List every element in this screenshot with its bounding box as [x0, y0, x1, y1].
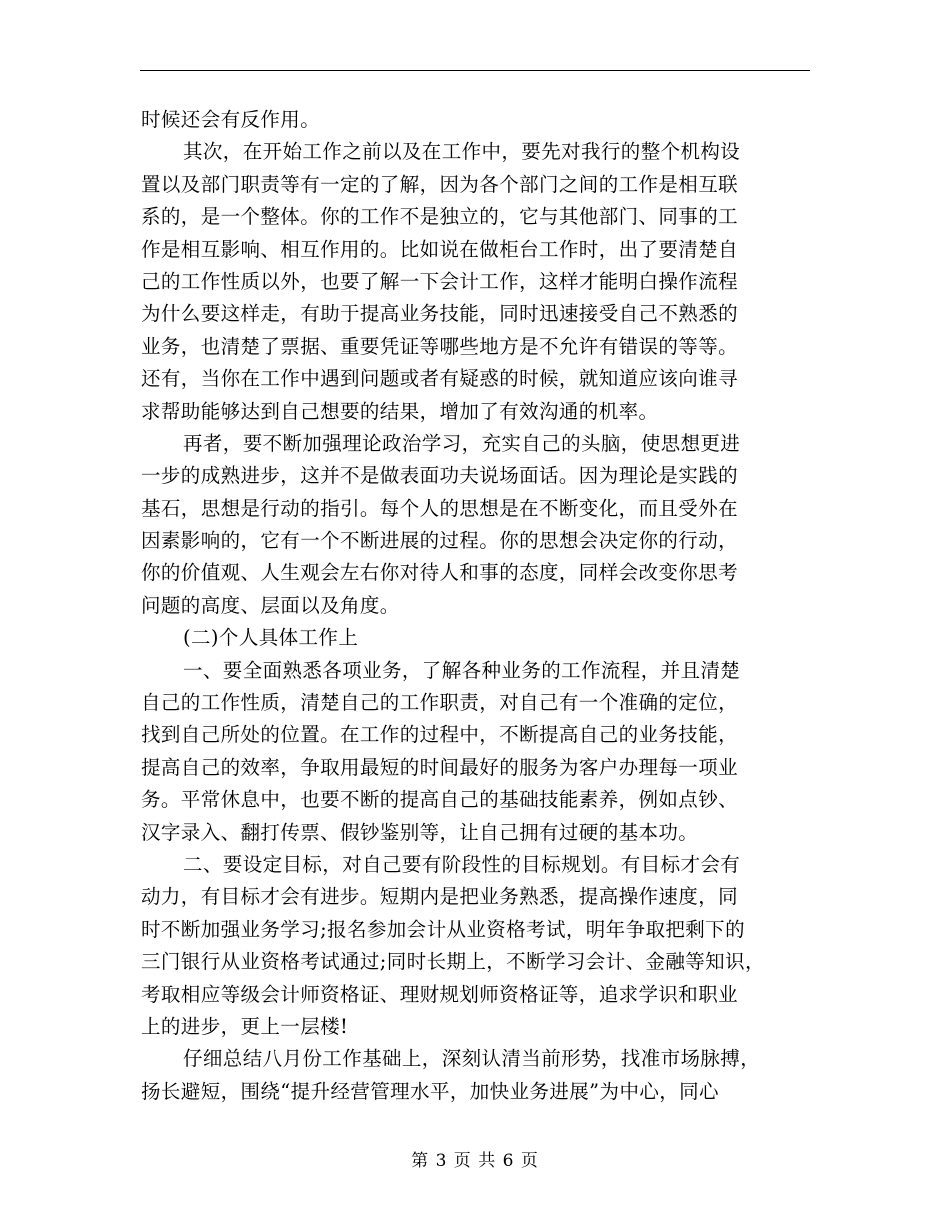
text-line: 其次，在开始工作之前以及在工作中，要先对我行的整个机构设 — [183, 140, 741, 164]
text-line: 己的工作性质以外，也要了解一下会计工作，这样才能明白操作流程 — [141, 269, 739, 293]
text-line: 务。平常休息中，也要不断的提高自己的基础技能素养，例如点钞、 — [141, 788, 739, 812]
text-line: 时候还会有反作用。 — [141, 108, 321, 131]
text-line: 上的进步，更上一层楼! — [141, 1014, 349, 1038]
text-line: 二、要设定目标，对自己要有阶段性的目标规划。有目标才会有 — [183, 852, 741, 876]
text-line: 汉字录入、翻打传票、假钞鉴别等，让自己拥有过硬的基本功。 — [141, 820, 699, 844]
text-line: 业务，也清楚了票据、重要凭证等哪些地方是不允许有错误的等等。 — [141, 334, 739, 358]
text-line: 问题的高度、层面以及角度。 — [141, 593, 400, 617]
text-line: 一、要全面熟悉各项业务，了解各种业务的工作流程，并且清楚 — [183, 658, 741, 682]
text-line: 提高自己的效率，争取用最短的时间最好的服务为客户办理每一项业 — [141, 755, 739, 779]
text-line: 三门银行从业资格考试通过;同时长期上，不断学习会计、金融等知识， — [141, 950, 765, 974]
text-line: 再者，要不断加强理论政治学习，充实自己的头脑，使思想更进 — [183, 431, 741, 455]
text-line: 置以及部门职责等有一定的了解，因为各个部门之间的工作是相互联 — [141, 172, 739, 196]
document-body — [141, 104, 811, 1108]
text-line: 仔细总结八月份工作基础上，深刻认清当前形势，找准市场脉搏， — [183, 1047, 761, 1071]
text-line: 考取相应等级会计师资格证、理财规划师资格证等，追求学识和职业 — [141, 982, 739, 1006]
text-line: 因素影响的，它有一个不断进展的过程。你的思想会决定你的行动， — [141, 529, 739, 553]
header-rule — [140, 70, 810, 71]
text-line: 求帮助能够达到自己想要的结果，增加了有效沟通的机率。 — [141, 399, 659, 423]
text-line: 时不断加强业务学习;报名参加会计从业资格考试，明年争取把剩下的 — [141, 917, 745, 941]
text-line: 动力，有目标才会有进步。短期内是把业务熟悉，提高操作速度，同 — [141, 885, 739, 909]
text-line: 基石，思想是行动的指引。每个人的思想是在不断变化，而且受外在 — [141, 496, 739, 520]
section-heading: (二)个人具体工作上 — [183, 626, 359, 650]
page-number: 第 3 页 共 6 页 — [411, 1151, 539, 1171]
text-line: 还有，当你在工作中遇到问题或者有疑惑的时候，就知道应该向谁寻 — [141, 367, 739, 391]
text-line: 找到自己所处的位置。在工作的过程中，不断提高自己的业务技能， — [141, 723, 739, 747]
text-line: 作是相互影响、相互作用的。比如说在做柜台工作时，出了要清楚自 — [141, 237, 739, 261]
text-line: 为什么要这样走，有助于提高业务技能，同时迅速接受自己不熟悉的 — [141, 302, 739, 326]
text-line: 一步的成熟进步，这并不是做表面功夫说场面话。因为理论是实践的 — [141, 464, 739, 488]
text-line: 你的价值观、人生观会左右你对待人和事的态度，同样会改变你思考 — [141, 561, 739, 585]
text-line: 系的，是一个整体。你的工作不是独立的，它与其他部门、同事的工 — [141, 205, 739, 229]
text-line: 自己的工作性质，清楚自己的工作职责，对自己有一个准确的定位， — [141, 691, 739, 715]
text-line: 扬长避短，围绕“提升经营管理水平，加快业务进展”为中心，同心 — [141, 1079, 719, 1103]
